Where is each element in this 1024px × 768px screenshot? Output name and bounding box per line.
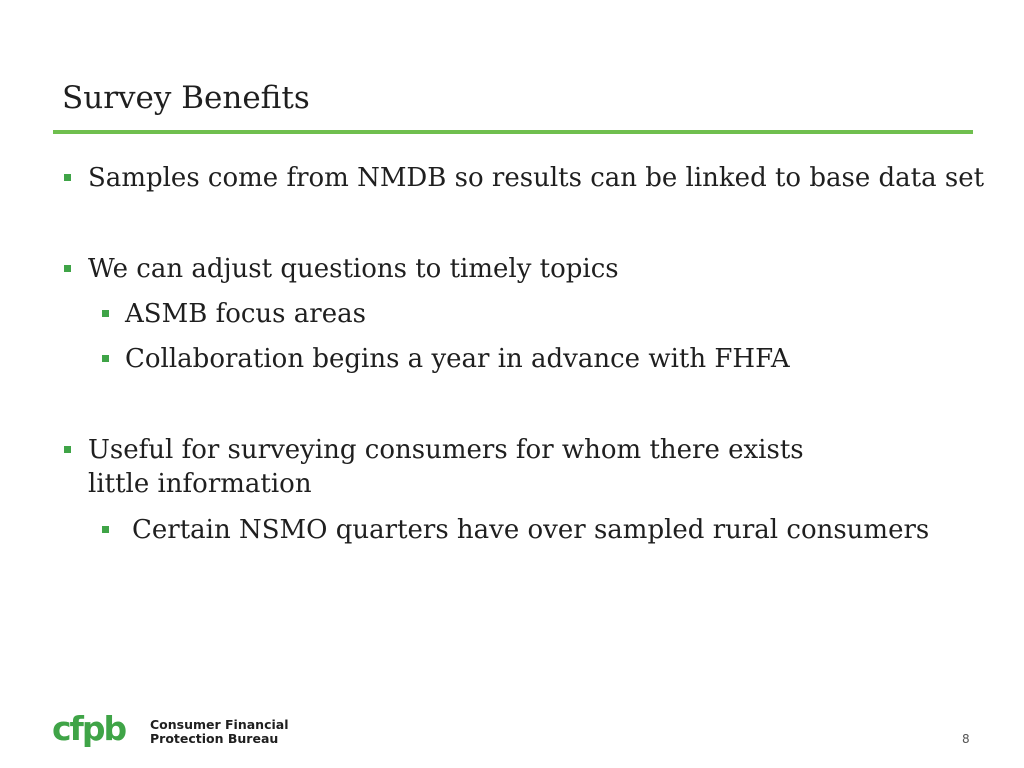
org-name-line-1: Consumer Financial [150,717,289,732]
cfpb-wordmark-text: cfpb [52,712,126,748]
sub-bullet-text: Certain NSMO quarters have over sampled rural consumers [132,515,930,545]
square-bullet-icon [64,174,71,181]
page-number: 8 [962,732,970,746]
bullet-item [88,252,619,286]
bullet-text: Useful for surveying consumers for whom there exists little information [88,435,804,499]
cfpb-logo [52,712,289,754]
square-bullet-icon [102,355,109,362]
bullet-item [88,161,984,195]
square-bullet-icon [102,310,109,317]
bullet-text: Samples come from NMDB so results can be linked to base data set [88,163,985,193]
cfpb-wordmark-icon [52,712,142,754]
sub-bullet-item [125,297,366,331]
square-bullet-icon [64,446,71,453]
sub-bullet-item [125,342,790,376]
bullet-text: We can adjust questions to timely topics [88,254,619,284]
sub-bullet-text: ASMB focus areas [125,299,366,329]
square-bullet-icon [64,265,71,272]
sub-bullet-text: Collaboration begins a year in advance with FHFA [125,344,790,374]
slide-title: Survey Benefits [62,80,310,116]
org-name-line-2: Protection Bureau [150,731,279,746]
square-bullet-icon [102,526,109,533]
bullet-item [88,433,868,501]
sub-bullet-item [132,513,929,547]
